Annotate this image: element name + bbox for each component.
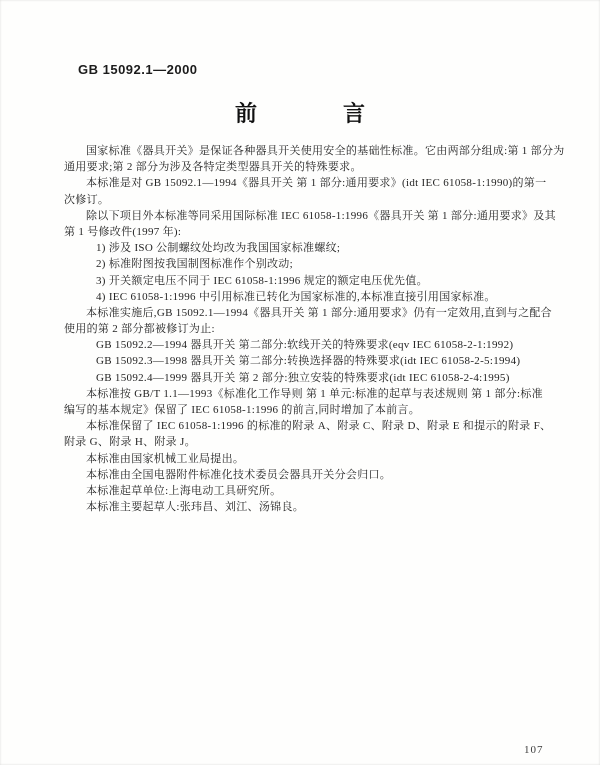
text-line: 附录 G、附录 H、附录 J。 bbox=[64, 436, 196, 449]
text-line: 本标准起草单位:上海电动工具研究所。 bbox=[86, 484, 282, 497]
text-line: 次修订。 bbox=[64, 193, 110, 206]
text-line: 除以下项目外本标准等同采用国际标准 IEC 61058-1:1996《器具开关 第 1 部分:通用要求》及其 bbox=[86, 209, 556, 222]
text-line: GB 15092.4—1999 器具开关 第 2 部分:独立安装的特殊要求(idt IEC 61058-2-4:1995) bbox=[96, 371, 510, 384]
document-body bbox=[64, 143, 565, 515]
text-line: 国家标准《器具开关》是保证各种器具开关使用安全的基础性标准。它由两部分组成:第 1 部分为 bbox=[86, 145, 565, 157]
title-char-1: 前 bbox=[234, 101, 257, 126]
text-line: 本标准保留了 IEC 61058-1:1996 的标准的附录 A、附录 C、附录 D、附录 E 和提示的附录 F、 bbox=[86, 420, 552, 433]
text-line: 3) 开关额定电压不同于 IEC 61058-1:1996 规定的额定电压优先值。 bbox=[96, 274, 428, 287]
text-line: 本标准主要起草人:张玮昌、刘江、汤锦良。 bbox=[86, 501, 305, 514]
text-line: 编写的基本规定》保留了 IEC 61058-1:1996 的前言,同时增加了本前言。 bbox=[64, 404, 421, 416]
text-line: 4) IEC 61058-1:1996 中引用标准已转化为国家标准的,本标准直接引用国家标准。 bbox=[96, 290, 496, 303]
text-line: 本标准由全国电器附件标准化技术委员会器具开关分会归口。 bbox=[86, 468, 392, 481]
text-line: 使用的第 2 部分都被修订为止: bbox=[64, 323, 215, 336]
page-title bbox=[0, 97, 600, 128]
text-line: GB 15092.2—1994 器具开关 第二部分:软线开关的特殊要求(eqv IEC 61058-2-1:1992) bbox=[96, 339, 514, 352]
title-char-2: 言 bbox=[343, 101, 366, 126]
page-number: 107 bbox=[524, 744, 544, 756]
text-line: 本标准由国家机械工业局提出。 bbox=[86, 452, 245, 465]
text-line: 第 1 号修改件(1997 年): bbox=[64, 225, 182, 238]
standard-code: GB 15092.1—2000 bbox=[78, 62, 198, 77]
text-line: 2) 标准附图按我国制图标准作个别改动; bbox=[96, 258, 293, 271]
text-line: 通用要求;第 2 部分为涉及各特定类型器具开关的特殊要求。 bbox=[64, 161, 362, 174]
text-line: 本标准按 GB/T 1.1—1993《标准化工作导则 第 1 单元:标准的起草与表述规则 第 1 部分:标准 bbox=[86, 387, 543, 400]
text-line: GB 15092.3—1998 器具开关 第二部分:转换选择器的特殊要求(idt IEC 61058-2-5:1994) bbox=[96, 355, 521, 368]
text-line: 1) 涉及 ISO 公制螺纹处均改为我国国家标准螺纹; bbox=[96, 242, 341, 255]
text-line: 本标准实施后,GB 15092.1—1994《器具开关 第 1 部分:通用要求》仍有一定效用,直到与之配合 bbox=[86, 306, 552, 319]
text-line: 本标准是对 GB 15092.1—1994《器具开关 第 1 部分:通用要求》(idt IEC 61058-1:1990)的第一 bbox=[86, 177, 547, 190]
